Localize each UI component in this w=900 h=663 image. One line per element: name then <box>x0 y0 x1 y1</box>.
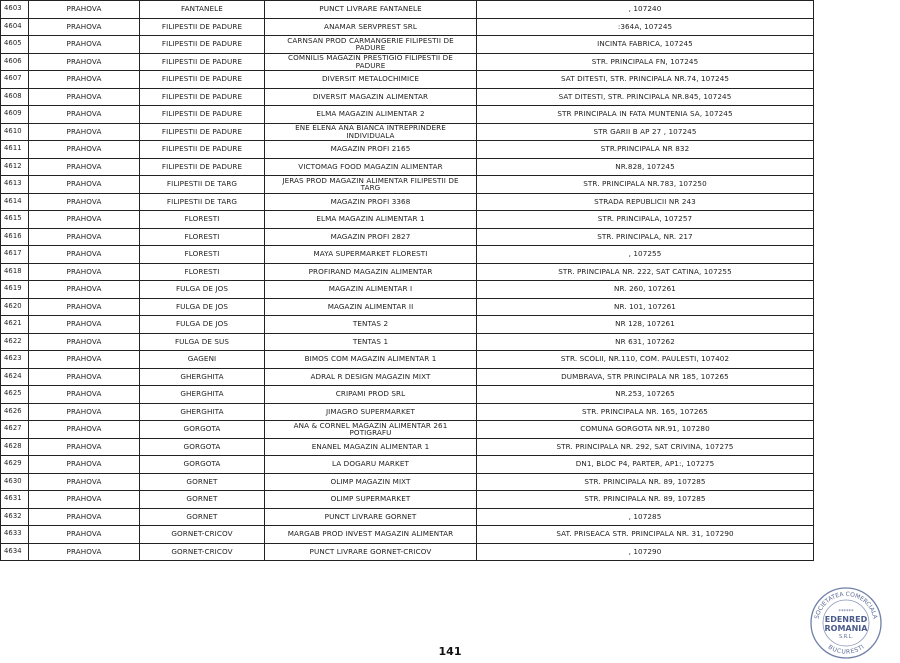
table-body <box>1 1 814 561</box>
locality-cell: GORNET <box>140 508 265 526</box>
row-number-cell: 4620 <box>1 298 29 316</box>
stamp-line-2: ROMANIA <box>824 624 868 633</box>
address-cell: NR.253, 107265 <box>477 386 814 404</box>
address-cell: STR. PRINCIPALA NR. 89, 107285 <box>477 473 814 491</box>
merchant-name-cell: MAGAZIN ALIMENTAR II <box>265 298 477 316</box>
merchant-name-cell: PROFIRAND MAGAZIN ALIMENTAR <box>265 263 477 281</box>
row-number-cell: 4628 <box>1 438 29 456</box>
merchant-name-cell: MAYA SUPERMARKET FLORESTI <box>265 246 477 264</box>
merchant-name-cell: ENE ELENA ANA BIANCA INTREPRINDERE INDIVIDUALA <box>265 123 477 141</box>
county-cell: PRAHOVA <box>29 351 140 369</box>
locality-cell: FILIPESTII DE PADURE <box>140 53 265 71</box>
row-number-cell: 4627 <box>1 421 29 439</box>
merchant-name-cell: TENTAS 1 <box>265 333 477 351</box>
locality-cell: FULGA DE SUS <box>140 333 265 351</box>
table-row <box>1 193 814 211</box>
locality-cell: FULGA DE JOS <box>140 316 265 334</box>
page-number: 141 <box>438 645 462 658</box>
table-row <box>1 88 814 106</box>
merchant-name-cell: LA DOGARU MARKET <box>265 456 477 474</box>
table-row <box>1 211 814 229</box>
county-cell: PRAHOVA <box>29 333 140 351</box>
row-number-cell: 4629 <box>1 456 29 474</box>
table-row <box>1 263 814 281</box>
county-cell: PRAHOVA <box>29 71 140 89</box>
row-number-cell: 4632 <box>1 508 29 526</box>
row-number-cell: 4631 <box>1 491 29 509</box>
address-cell: NR.828, 107245 <box>477 158 814 176</box>
row-number-cell: 4619 <box>1 281 29 299</box>
stamp-ring-top-text: SOCIETATEA COMERCIALA <box>813 590 879 620</box>
merchant-name-cell: OLIMP MAGAZIN MIXT <box>265 473 477 491</box>
address-cell: SAT DITESTI, STR. PRINCIPALA NR.845, 107245 <box>477 88 814 106</box>
address-cell: STR PRINCIPALA IN FATA MUNTENIA SA, 107245 <box>477 106 814 124</box>
county-cell: PRAHOVA <box>29 36 140 54</box>
county-cell: PRAHOVA <box>29 403 140 421</box>
address-cell: STRADA REPUBLICII NR 243 <box>477 193 814 211</box>
address-cell: STR. PRINCIPALA NR. 292, SAT CRIVINA, 107275 <box>477 438 814 456</box>
county-cell: PRAHOVA <box>29 123 140 141</box>
merchant-name-cell: ANAMAR SERVPREST SRL <box>265 18 477 36</box>
table-row <box>1 526 814 544</box>
row-number-cell: 4618 <box>1 263 29 281</box>
address-cell: STR. PRINCIPALA NR. 165, 107265 <box>477 403 814 421</box>
table-row <box>1 1 814 19</box>
merchant-name-cell: DIVERSIT MAGAZIN ALIMENTAR <box>265 88 477 106</box>
county-cell: PRAHOVA <box>29 53 140 71</box>
stamp-stars: ****** <box>838 609 854 615</box>
table-row <box>1 491 814 509</box>
table-row <box>1 333 814 351</box>
merchant-name-cell: BIMOS COM MAGAZIN ALIMENTAR 1 <box>265 351 477 369</box>
table-row <box>1 403 814 421</box>
merchant-name-cell: PUNCT LIVRARE GORNET <box>265 508 477 526</box>
address-cell: COMUNA GORGOTA NR.91, 107280 <box>477 421 814 439</box>
row-number-cell: 4625 <box>1 386 29 404</box>
row-number-cell: 4604 <box>1 18 29 36</box>
county-cell: PRAHOVA <box>29 211 140 229</box>
county-cell: PRAHOVA <box>29 526 140 544</box>
address-cell: STR.PRINCIPALA NR 832 <box>477 141 814 159</box>
row-number-cell: 4614 <box>1 193 29 211</box>
stamp-line-3: S.R.L. <box>838 634 854 640</box>
address-cell: STR. PRINCIPALA NR. 222, SAT CATINA, 107255 <box>477 263 814 281</box>
table-row <box>1 543 814 561</box>
row-number-cell: 4634 <box>1 543 29 561</box>
merchant-name-cell: MAGAZIN PROFI 2165 <box>265 141 477 159</box>
county-cell: PRAHOVA <box>29 543 140 561</box>
table-row <box>1 473 814 491</box>
merchant-name-cell: CRIPAMI PROD SRL <box>265 386 477 404</box>
row-number-cell: 4612 <box>1 158 29 176</box>
county-cell: PRAHOVA <box>29 421 140 439</box>
table-row <box>1 281 814 299</box>
address-cell: SAT DITESTI, STR. PRINCIPALA NR.74, 107245 <box>477 71 814 89</box>
table-row <box>1 421 814 439</box>
row-number-cell: 4613 <box>1 176 29 194</box>
county-cell: PRAHOVA <box>29 368 140 386</box>
merchant-name-cell: MAGAZIN ALIMENTAR I <box>265 281 477 299</box>
address-cell: :364A, 107245 <box>477 18 814 36</box>
county-cell: PRAHOVA <box>29 193 140 211</box>
locality-cell: FULGA DE JOS <box>140 298 265 316</box>
county-cell: PRAHOVA <box>29 88 140 106</box>
locality-cell: FILIPESTII DE TARG <box>140 193 265 211</box>
row-number-cell: 4610 <box>1 123 29 141</box>
locality-cell: GORGOTA <box>140 456 265 474</box>
county-cell: PRAHOVA <box>29 491 140 509</box>
stamp-ring-bottom-text: BUCURESTI <box>826 643 866 656</box>
table-row <box>1 53 814 71</box>
address-cell: NR. 260, 107261 <box>477 281 814 299</box>
row-number-cell: 4621 <box>1 316 29 334</box>
locality-cell: FILIPESTII DE TARG <box>140 176 265 194</box>
locality-cell: FILIPESTII DE PADURE <box>140 141 265 159</box>
merchant-name-cell: JERAS PROD MAGAZIN ALIMENTAR FILIPESTII DE TARG <box>265 176 477 194</box>
table-row <box>1 158 814 176</box>
county-cell: PRAHOVA <box>29 281 140 299</box>
locality-cell: GORNET <box>140 491 265 509</box>
row-number-cell: 4603 <box>1 1 29 19</box>
locality-cell: FANTANELE <box>140 1 265 19</box>
row-number-cell: 4605 <box>1 36 29 54</box>
county-cell: PRAHOVA <box>29 18 140 36</box>
locality-cell: FLORESTI <box>140 263 265 281</box>
locality-cell: FILIPESTII DE PADURE <box>140 106 265 124</box>
row-number-cell: 4624 <box>1 368 29 386</box>
county-cell: PRAHOVA <box>29 106 140 124</box>
company-stamp-icon <box>806 586 886 660</box>
locality-cell: GHERGHITA <box>140 403 265 421</box>
address-cell: DUMBRAVA, STR PRINCIPALA NR 185, 107265 <box>477 368 814 386</box>
county-cell: PRAHOVA <box>29 508 140 526</box>
county-cell: PRAHOVA <box>29 316 140 334</box>
merchant-name-cell: CARNSAN PROD CARMANGERIE FILIPESTII DE PADURE <box>265 36 477 54</box>
locality-cell: GORNET-CRICOV <box>140 526 265 544</box>
merchant-name-cell: MAGAZIN PROFI 2827 <box>265 228 477 246</box>
table-row <box>1 141 814 159</box>
locality-cell: GORNET <box>140 473 265 491</box>
locality-cell: FILIPESTII DE PADURE <box>140 71 265 89</box>
table-row <box>1 316 814 334</box>
address-cell: STR. PRINCIPALA NR. 89, 107285 <box>477 491 814 509</box>
merchant-name-cell: ANA & CORNEL MAGAZIN ALIMENTAR 261 POTIGRAFU <box>265 421 477 439</box>
merchant-name-cell: ELMA MAGAZIN ALIMENTAR 2 <box>265 106 477 124</box>
row-number-cell: 4622 <box>1 333 29 351</box>
row-number-cell: 4608 <box>1 88 29 106</box>
stamp-line-1: EDENRED <box>824 615 868 624</box>
address-cell: , 107240 <box>477 1 814 19</box>
row-number-cell: 4609 <box>1 106 29 124</box>
row-number-cell: 4630 <box>1 473 29 491</box>
merchant-name-cell: ENANEL MAGAZIN ALIMENTAR 1 <box>265 438 477 456</box>
locality-cell: FILIPESTII DE PADURE <box>140 88 265 106</box>
table-row <box>1 71 814 89</box>
address-cell: NR. 101, 107261 <box>477 298 814 316</box>
table-row <box>1 36 814 54</box>
merchant-name-cell: JIMAGRO SUPERMARKET <box>265 403 477 421</box>
address-cell: , 107290 <box>477 543 814 561</box>
county-cell: PRAHOVA <box>29 228 140 246</box>
table-row <box>1 18 814 36</box>
address-cell: STR. PRINCIPALA NR.783, 107250 <box>477 176 814 194</box>
locality-cell: GHERGHITA <box>140 368 265 386</box>
address-cell: SAT. PRISEACA STR. PRINCIPALA NR. 31, 107290 <box>477 526 814 544</box>
county-cell: PRAHOVA <box>29 386 140 404</box>
address-cell: STR. PRINCIPALA FN, 107245 <box>477 53 814 71</box>
address-cell: NR 631, 107262 <box>477 333 814 351</box>
merchant-name-cell: DIVERSIT METALOCHIMICE <box>265 71 477 89</box>
table-row <box>1 386 814 404</box>
county-cell: PRAHOVA <box>29 456 140 474</box>
table-row <box>1 176 814 194</box>
table-row <box>1 106 814 124</box>
county-cell: PRAHOVA <box>29 141 140 159</box>
merchant-name-cell: ADRAL R DESIGN MAGAZIN MIXT <box>265 368 477 386</box>
row-number-cell: 4616 <box>1 228 29 246</box>
merchant-name-cell: PUNCT LIVRARE GORNET-CRICOV <box>265 543 477 561</box>
locality-cell: FILIPESTII DE PADURE <box>140 36 265 54</box>
address-cell: STR. PRINCIPALA, 107257 <box>477 211 814 229</box>
county-cell: PRAHOVA <box>29 246 140 264</box>
row-number-cell: 4615 <box>1 211 29 229</box>
merchant-name-cell: OLIMP SUPERMARKET <box>265 491 477 509</box>
locality-cell: FILIPESTII DE PADURE <box>140 123 265 141</box>
locality-cell: FULGA DE JOS <box>140 281 265 299</box>
address-cell: , 107255 <box>477 246 814 264</box>
county-cell: PRAHOVA <box>29 1 140 19</box>
table-row <box>1 246 814 264</box>
merchant-name-cell: TENTAS 2 <box>265 316 477 334</box>
merchant-name-cell: MARGAB PROD INVEST MAGAZIN ALIMENTAR <box>265 526 477 544</box>
row-number-cell: 4607 <box>1 71 29 89</box>
locality-cell: FILIPESTII DE PADURE <box>140 158 265 176</box>
county-cell: PRAHOVA <box>29 473 140 491</box>
row-number-cell: 4606 <box>1 53 29 71</box>
address-cell: STR GARII B AP 27 , 107245 <box>477 123 814 141</box>
county-cell: PRAHOVA <box>29 438 140 456</box>
locality-cell: GORGOTA <box>140 421 265 439</box>
row-number-cell: 4626 <box>1 403 29 421</box>
address-cell: STR. PRINCIPALA, NR. 217 <box>477 228 814 246</box>
merchant-name-cell: ELMA MAGAZIN ALIMENTAR 1 <box>265 211 477 229</box>
locality-cell: FLORESTI <box>140 246 265 264</box>
county-cell: PRAHOVA <box>29 263 140 281</box>
merchant-name-cell: COMNILIS MAGAZIN PRESTIGIO FILIPESTII DE PADURE <box>265 53 477 71</box>
locality-cell: FILIPESTII DE PADURE <box>140 18 265 36</box>
county-cell: PRAHOVA <box>29 158 140 176</box>
address-cell: DN1, BLOC P4, PARTER, AP1:, 107275 <box>477 456 814 474</box>
row-number-cell: 4617 <box>1 246 29 264</box>
table-row <box>1 368 814 386</box>
address-cell: STR. SCOLII, NR.110, COM. PAULESTI, 107402 <box>477 351 814 369</box>
row-number-cell: 4623 <box>1 351 29 369</box>
table-row <box>1 123 814 141</box>
table-row <box>1 298 814 316</box>
locality-cell: GORGOTA <box>140 438 265 456</box>
county-cell: PRAHOVA <box>29 298 140 316</box>
merchant-name-cell: VICTOMAG FOOD MAGAZIN ALIMENTAR <box>265 158 477 176</box>
merchant-name-cell: PUNCT LIVRARE FANTANELE <box>265 1 477 19</box>
table-row <box>1 456 814 474</box>
row-number-cell: 4611 <box>1 141 29 159</box>
address-cell: INCINTA FABRICA, 107245 <box>477 36 814 54</box>
address-cell: NR 128, 107261 <box>477 316 814 334</box>
locality-cell: GHERGHITA <box>140 386 265 404</box>
table-row <box>1 438 814 456</box>
table-row <box>1 351 814 369</box>
locality-cell: FLORESTI <box>140 211 265 229</box>
locality-cell: FLORESTI <box>140 228 265 246</box>
merchant-name-cell: MAGAZIN PROFI 3368 <box>265 193 477 211</box>
row-number-cell: 4633 <box>1 526 29 544</box>
county-cell: PRAHOVA <box>29 176 140 194</box>
address-cell: , 107285 <box>477 508 814 526</box>
table-row <box>1 508 814 526</box>
locality-cell: GAGENI <box>140 351 265 369</box>
locality-cell: GORNET-CRICOV <box>140 543 265 561</box>
table-row <box>1 228 814 246</box>
